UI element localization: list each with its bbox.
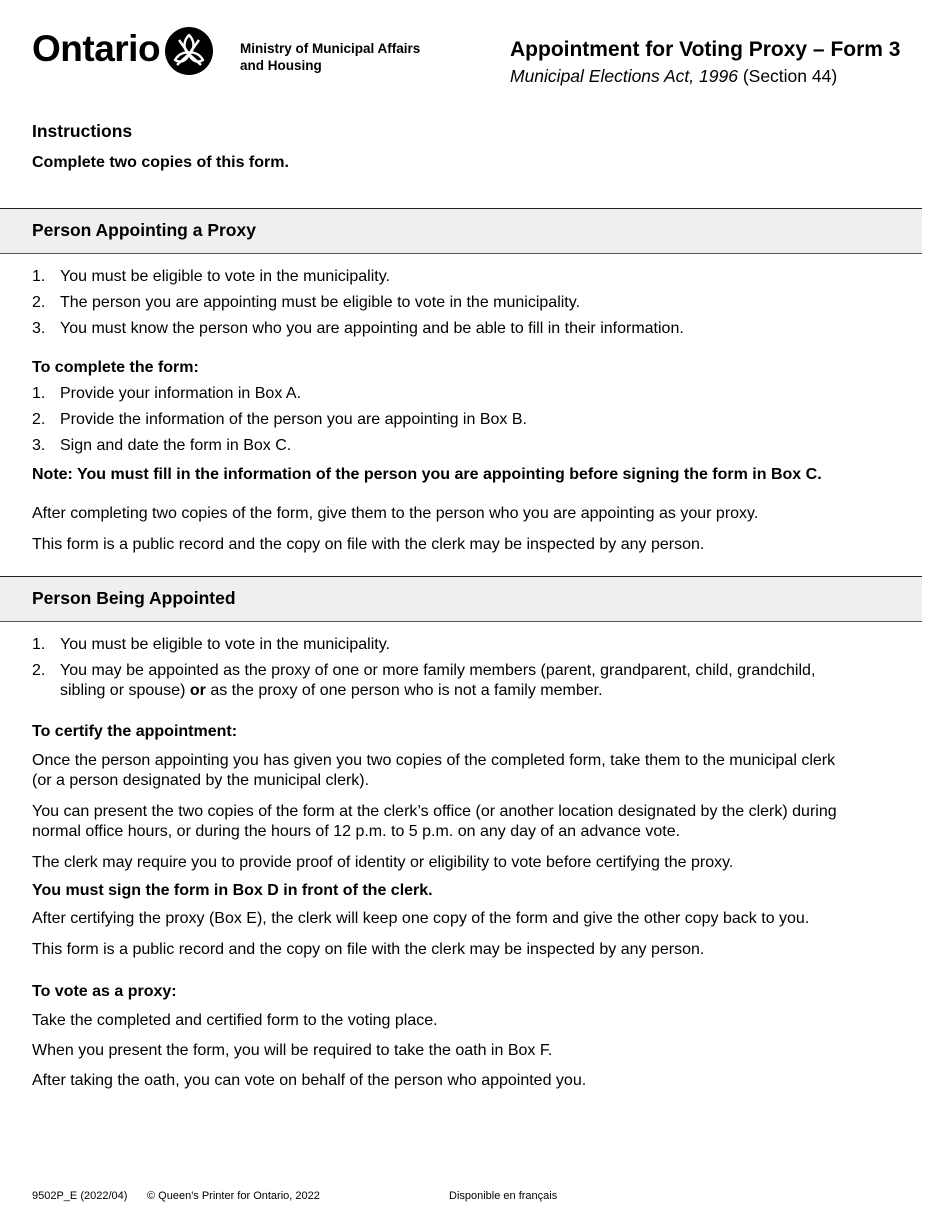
list-text: You must know the person who you are appointing and be able to fill in their information. [60, 320, 684, 337]
list-number: 2. [32, 662, 46, 679]
after-completing-text: After completing two copies of the form, give them to the person who you are appointing as your proxy. [32, 505, 759, 522]
list-number: 2. [32, 294, 46, 311]
trillium-logo-icon [165, 27, 213, 75]
vote-paragraph-2: When you present the form, you will be required to take the oath in Box F. [32, 1042, 553, 1059]
ontario-logo-text: Ontario [32, 28, 161, 69]
certify-heading: To certify the appointment: [32, 723, 238, 740]
act-section: (Section 44) [742, 66, 838, 86]
list-text: Sign and date the form in Box C. [60, 437, 292, 454]
list-text: Provide your information in Box A. [60, 385, 302, 402]
vote-heading: To vote as a proxy: [32, 983, 177, 1000]
public-record-text-2: This form is a public record and the copy on file with the clerk may be inspected by any person. [32, 941, 705, 958]
list-number: 1. [32, 385, 46, 402]
ministry-name [240, 40, 420, 74]
list-text [60, 661, 900, 701]
list-text: Provide the information of the person you are appointing in Box B. [60, 411, 527, 428]
act-reference [510, 66, 837, 86]
certify-sign-note: You must sign the form in Box D in front of the clerk. [32, 882, 433, 899]
complete-heading: To complete the form: [32, 359, 199, 376]
certify-paragraph-3: The clerk may require you to provide proof of identity or eligibility to vote before certifying the proxy. [32, 854, 734, 871]
form-number: 9502P_E (2022/04) [32, 1190, 128, 1202]
section-band-appointed [0, 576, 922, 622]
list-number: 2. [32, 411, 46, 428]
list-text-line-1: You may be appointed as the proxy of one or more family members (parent, grandparent, child, grandchild, [60, 662, 816, 679]
vote-paragraph-1: Take the completed and certified form to the voting place. [32, 1012, 438, 1029]
form-title: Appointment for Voting Proxy – Form 3 [510, 38, 901, 61]
copies-note: Complete two copies of this form. [32, 154, 289, 171]
certify-paragraph-5: After certifying the proxy (Box E), the clerk will keep one copy of the form and give the other copy back to you. [32, 910, 810, 927]
ministry-line-1: Ministry of Municipal Affairs [240, 41, 421, 56]
list-item [32, 661, 902, 703]
copyright: © Queen's Printer for Ontario, 2022 [147, 1190, 320, 1202]
list-text: The person you are appointing must be eligible to vote in the municipality. [60, 294, 581, 311]
public-record-text: This form is a public record and the copy on file with the clerk may be inspected by any person. [32, 536, 705, 553]
list-number: 3. [32, 320, 46, 337]
certify-p2-line-2: normal office hours, or during the hours of 12 p.m. to 5 p.m. on any day of an advance vote. [32, 823, 681, 840]
section-heading-appointing: Person Appointing a Proxy [32, 220, 256, 240]
certify-p2-line-1: You can present the two copies of the form at the clerk’s office (or another location designated by the clerk) during [32, 803, 837, 820]
list-text-line-2: sibling or spouse) [60, 682, 186, 699]
act-name: Municipal Elections Act, 1996 [510, 66, 738, 86]
list-text: You must be eligible to vote in the municipality. [60, 636, 390, 653]
section-heading-appointed: Person Being Appointed [32, 588, 236, 608]
list-number: 1. [32, 636, 46, 653]
certify-p1-line-1: Once the person appointing you has given you two copies of the completed form, take them to the municipal clerk [32, 752, 836, 769]
certify-paragraph-2 [32, 802, 912, 842]
list-number: 3. [32, 437, 46, 454]
list-text-line-2-end: as the proxy of one person who is not a family member. [210, 682, 603, 699]
list-number: 1. [32, 268, 46, 285]
section-band-appointing [0, 208, 922, 254]
certify-p1-line-2: (or a person designated by the municipal clerk). [32, 772, 370, 789]
vote-paragraph-3: After taking the oath, you can vote on behalf of the person who appointed you. [32, 1072, 587, 1089]
french-version-note: Disponible en français [449, 1190, 558, 1202]
instructions-heading: Instructions [32, 121, 133, 141]
certify-paragraph-1 [32, 751, 912, 791]
list-text-or: or [189, 682, 206, 699]
list-text: You must be eligible to vote in the municipality. [60, 268, 390, 285]
signing-note: Note: You must fill in the information of the person you are appointing before signing the form in Box C. [32, 466, 822, 483]
ministry-line-2: and Housing [240, 58, 322, 73]
